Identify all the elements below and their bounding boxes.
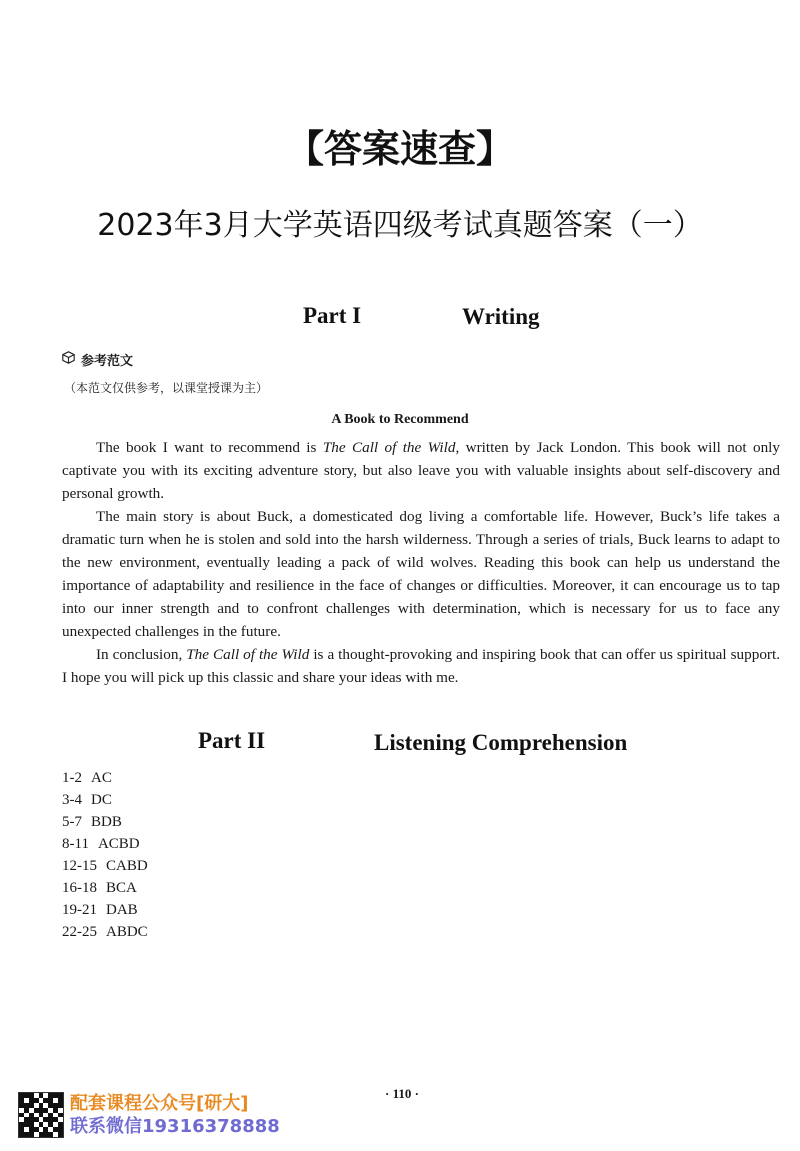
essay-paragraph	[62, 505, 780, 643]
answer-row	[62, 877, 148, 899]
answer-row	[62, 899, 148, 921]
page-number: · 110 ·	[385, 1086, 419, 1101]
answer-keys: AC	[91, 770, 112, 786]
answer-range: 8-11	[62, 836, 89, 852]
answer-row	[62, 767, 148, 789]
reference-note: （本范文仅供参考，以课堂授课为主）	[64, 381, 269, 395]
paragraph-text: , written by Jack London. This book will not only captivate you with its exciting adventure story, but also leave you with valuable insights about self-discovery and personal growth.	[62, 439, 780, 502]
answer-row	[62, 921, 148, 943]
page-title: 2023年3月大学英语四级考试真题答案（一）	[97, 208, 703, 243]
paragraph-text: is a thought-provoking and inspiring book that can offer us spiritual support. I hope you will pick up this classic and share your ideas with me.	[62, 646, 780, 686]
answer-keys: BDB	[91, 814, 122, 830]
answer-range: 12-15	[62, 858, 97, 874]
promo-text	[70, 1092, 280, 1138]
part1-number: Part I	[303, 303, 362, 328]
essay-title: A Book to Recommend	[331, 412, 469, 427]
essay-body	[62, 436, 780, 689]
answer-keys: DC	[91, 792, 112, 808]
paragraph-text: In conclusion,	[96, 646, 187, 663]
qr-code-icon	[18, 1092, 64, 1138]
essay-paragraph	[62, 643, 780, 689]
book-title-italic: The Call of the Wild	[322, 439, 456, 456]
answer-list	[62, 767, 148, 943]
answer-range: 5-7	[62, 814, 82, 830]
promo-footer	[18, 1092, 280, 1138]
answer-keys: ABDC	[106, 924, 148, 940]
answer-range: 1-2	[62, 770, 82, 786]
reference-essay-label-text: 参考范文	[81, 354, 134, 369]
answer-keys: DAB	[106, 902, 138, 918]
answer-row	[62, 833, 148, 855]
answer-row	[62, 789, 148, 811]
promo-contact-line: 联系微信19316378888	[70, 1116, 280, 1137]
answer-range: 22-25	[62, 924, 97, 940]
promo-account-line: 配套课程公众号[研大]	[70, 1093, 249, 1114]
paragraph-text: The main story is about Buck, a domesticated dog living a comfortable life. However, Buck’s life takes a dramatic turn when he is stolen and sold into the harsh wilderness. Through a series of trials, Buck learns to adapt to the new environment, eventually leading a pack of wild wolves. Reading this book can help us understand the importance of adaptability and resilience in the face of changes or difficulties. Moreover, it can encourage us to tap into our inner strength and to confront challenges with determination, which is necessary for us to face any unexpected challenges in the future.	[62, 508, 780, 640]
banner-heading: 【答案速查】	[285, 127, 514, 171]
part1-title: Writing	[462, 304, 540, 329]
answer-range: 16-18	[62, 880, 97, 896]
part2-number: Part II	[198, 728, 266, 753]
essay-paragraph	[62, 436, 780, 505]
part2-title: Listening Comprehension	[374, 730, 628, 755]
paragraph-text: The book I want to recommend is	[96, 439, 323, 456]
answer-row	[62, 811, 148, 833]
answer-range: 3-4	[62, 792, 82, 808]
book-title-italic: The Call of the Wild	[186, 646, 310, 663]
reference-essay-label	[62, 350, 133, 369]
answer-range: 19-21	[62, 902, 97, 918]
answer-keys: BCA	[106, 880, 137, 896]
answer-keys: CABD	[106, 858, 148, 874]
answer-keys: ACBD	[97, 836, 140, 852]
answer-row	[62, 855, 148, 877]
cube-icon	[62, 351, 75, 368]
